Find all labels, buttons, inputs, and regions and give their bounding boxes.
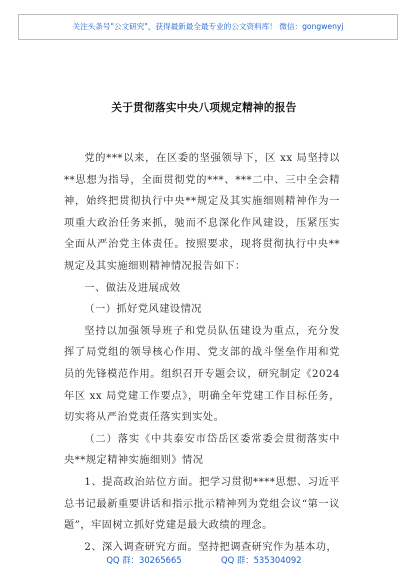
page-title: 关于贯彻落实中央八项规定精神的报告 — [111, 102, 297, 114]
body-paragraph: 1、提高政治站位方面。把学习贯彻****思想、习近平总书记最新重要讲话和指示批示精神列为党组会议“第一议题”，牢固树立抓好党建是最大政绩的理念。 — [64, 476, 340, 532]
header-banner: 关注头条号"公文研究"，获得最新最全最专业的公文资料库！ 微信：gongwenyj — [18, 14, 398, 40]
subsection-heading: （二）落实《中共泰安市岱岳区委常委会贯彻落实中央**规定精神实施细则》情况 — [64, 433, 340, 467]
document-body — [64, 148, 340, 558]
body-paragraph: 2、深入调查研究方面。坚持把调查研究作为基本功， — [84, 541, 338, 553]
footer-qq-group-1: QQ 群：30265665 — [106, 555, 182, 565]
footer-qq-group-2: QQ 群：535304092 — [221, 555, 302, 565]
section-heading: 一、做法及进展成效 — [84, 282, 181, 294]
subsection-heading: （一）抓好党风建设情况 — [84, 304, 202, 316]
footer-contact — [0, 554, 408, 566]
body-paragraph: 坚持以加强领导班子和党员队伍建设为重点，充分发挥了局党组的领导核心作用、党支部的战斗堡垒作用和党员的先锋模范作用。组织召开专题会议，研究制定《2024 年区 xx 局党建工作要点》，明确全年党建工作目标任务，切实将从严治党责任落实到实处。 — [64, 325, 340, 424]
intro-paragraph: 党的***以来，在区委的坚强领导下，区 xx 局坚持以**思想为指导，全面贯彻党的***、***二中、三中全会精神，始终把贯彻执行中央**规定及其实施细则精神作为一项重大政治任务来抓，驰而不息深化作风建设，压紧压实全面从严治党主体责任。按照要求，现将贯彻执行中央**规定及其实施细则精神情况报告如下： — [64, 153, 340, 272]
